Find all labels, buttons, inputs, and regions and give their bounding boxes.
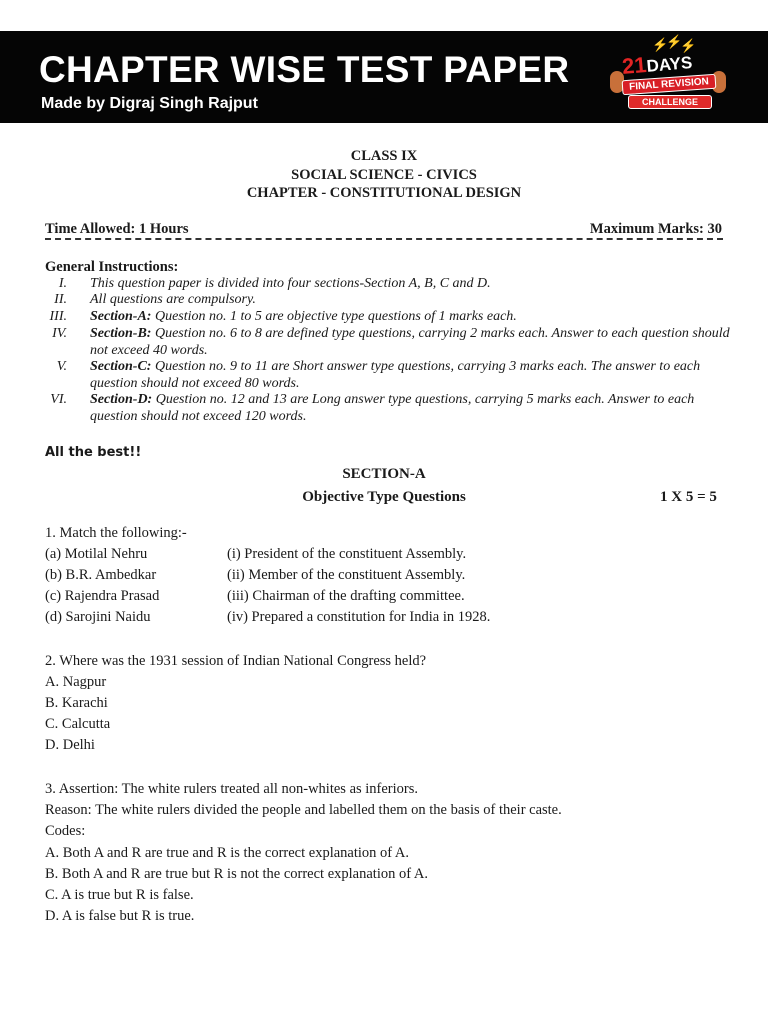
header-banner bbox=[0, 31, 768, 123]
match-right-item: (iv) Prepared a constitution for India in 1928. bbox=[227, 609, 491, 625]
option-item: C. A is true but R is false. bbox=[45, 887, 194, 903]
match-left-item: (a) Motilal Nehru bbox=[45, 546, 148, 562]
section-subtitle: Objective Type Questions bbox=[302, 489, 466, 505]
match-right-item: (i) President of the constituent Assembly. bbox=[227, 546, 467, 562]
match-left-item: (b) B.R. Ambedkar bbox=[45, 567, 157, 583]
option-item: D. A is false but R is true. bbox=[45, 908, 195, 924]
best-wishes-text: All the best!! bbox=[45, 445, 142, 460]
question-3-assertion: 3. Assertion: The white rulers treated all non-whites as inferiors. bbox=[45, 781, 419, 797]
question-1-prompt: 1. Match the following:- bbox=[45, 525, 187, 541]
badge-final-text: FINAL REVISION bbox=[622, 74, 717, 96]
dashed-divider bbox=[45, 238, 723, 240]
section-title: SECTION-A bbox=[342, 466, 426, 482]
section-marks: 1 X 5 = 5 bbox=[660, 489, 717, 505]
badge-days-text: 21DAYS bbox=[621, 51, 693, 80]
option-item: D. Delhi bbox=[45, 737, 95, 753]
option-item: A. Both A and R are true and R is the correct explanation of A. bbox=[45, 845, 410, 861]
lightning-icon: ⚡ bbox=[680, 38, 697, 53]
banner-title: CHAPTER WISE TEST PAPER bbox=[39, 49, 570, 90]
time-allowed: Time Allowed: 1 Hours bbox=[45, 221, 189, 237]
question-2-prompt: 2. Where was the 1931 session of Indian National Congress held? bbox=[45, 653, 427, 669]
lightning-icon: ⚡ bbox=[666, 34, 683, 49]
class-heading: CLASS IX bbox=[350, 148, 418, 164]
lightning-icon: ⚡ bbox=[652, 37, 669, 52]
option-item: B. Karachi bbox=[45, 695, 108, 711]
option-item: A. Nagpur bbox=[45, 674, 107, 690]
badge-challenge-text: CHALLENGE bbox=[628, 95, 712, 109]
question-3-reason: Reason: The white rulers divided the people and labelled them on the basis of their caste. bbox=[45, 802, 562, 818]
subject-heading: SOCIAL SCIENCE - CIVICS bbox=[291, 167, 477, 183]
match-right-item: (ii) Member of the constituent Assembly. bbox=[227, 567, 466, 583]
chapter-heading: CHAPTER - CONSTITUTIONAL DESIGN bbox=[246, 185, 522, 201]
match-right-item: (iii) Chairman of the drafting committee. bbox=[227, 588, 465, 604]
match-left-item: (c) Rajendra Prasad bbox=[45, 588, 160, 604]
challenge-badge-logo bbox=[606, 34, 730, 121]
banner-subtitle: Made by Digraj Singh Rajput bbox=[41, 95, 258, 112]
option-item: C. Calcutta bbox=[45, 716, 111, 732]
maximum-marks: Maximum Marks: 30 bbox=[589, 221, 722, 237]
instructions-title: General Instructions: bbox=[45, 259, 179, 275]
match-left-item: (d) Sarojini Naidu bbox=[45, 609, 151, 625]
option-item: B. Both A and R are true but R is not the correct explanation of A. bbox=[45, 866, 428, 882]
question-3-codes: Codes: bbox=[45, 823, 86, 839]
